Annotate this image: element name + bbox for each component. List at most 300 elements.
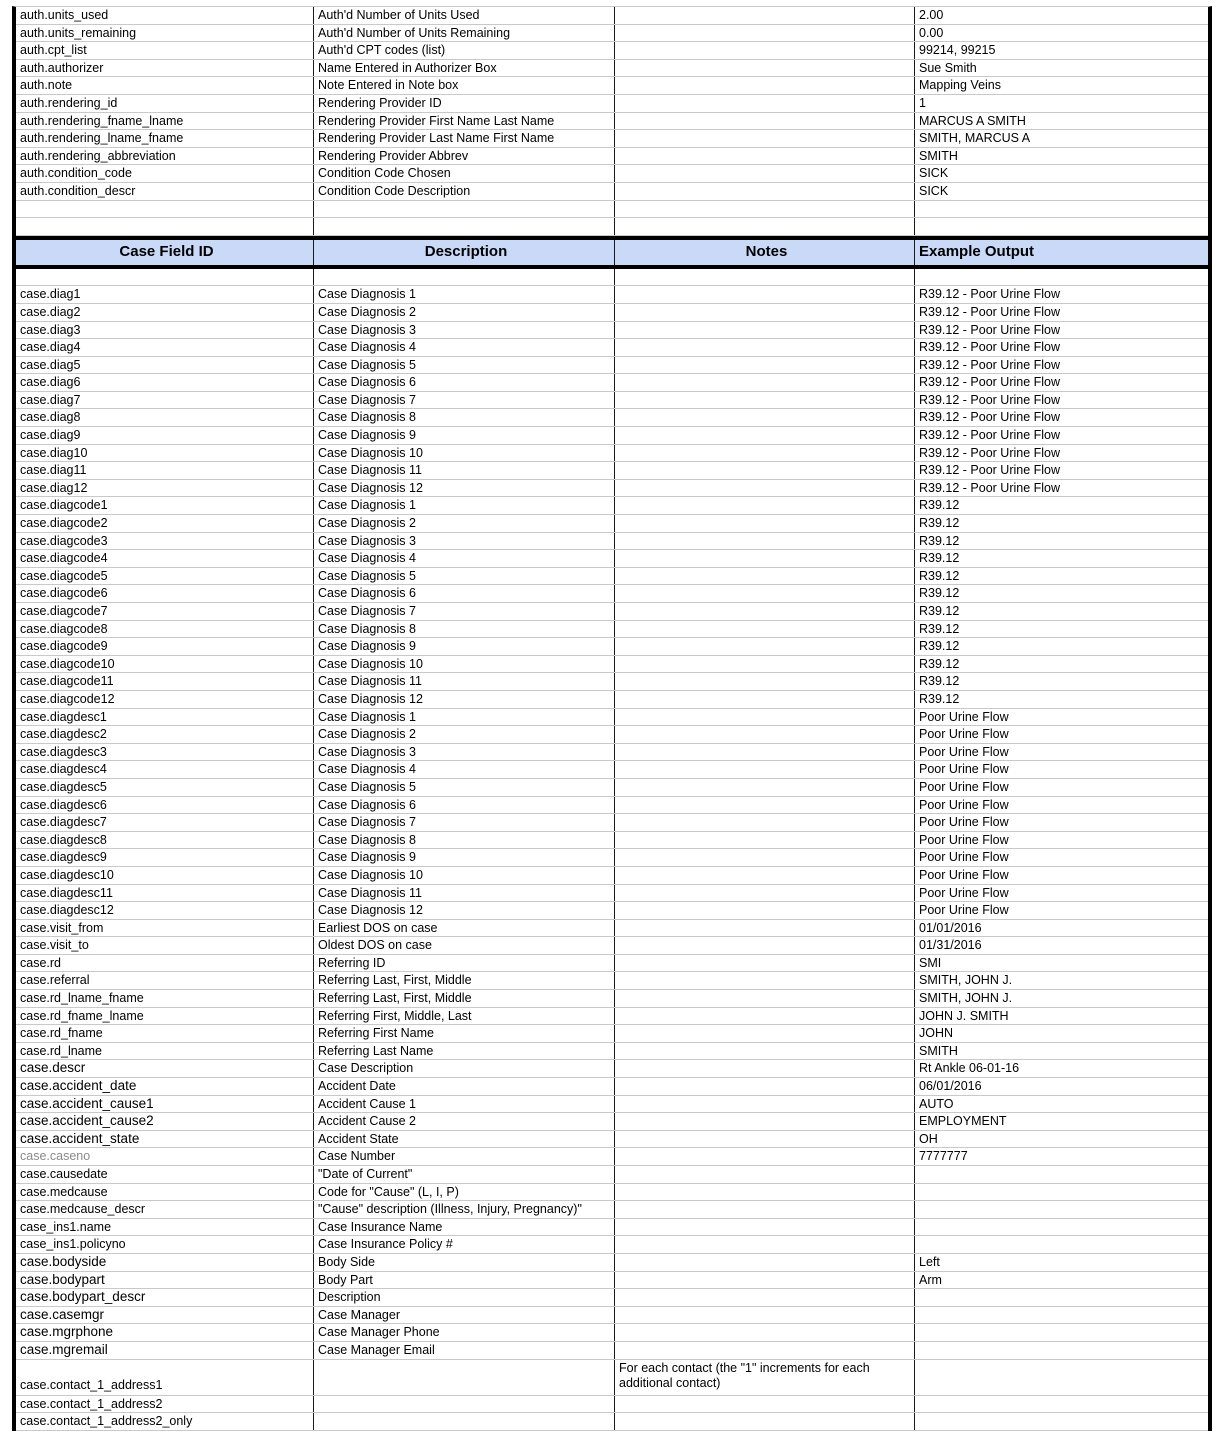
cell-example-output[interactable]: 01/01/2016 <box>919 920 982 935</box>
cell-example-output[interactable]: SICK <box>919 166 949 181</box>
cell-notes[interactable] <box>615 1236 915 1253</box>
cell-example-output[interactable]: SICK <box>919 183 949 198</box>
cell-description[interactable]: Case Description <box>314 1060 615 1077</box>
cell-description[interactable]: Condition Code Chosen <box>314 165 615 182</box>
cell-example-output[interactable]: R39.12 <box>919 586 960 601</box>
cell-notes[interactable] <box>615 339 915 356</box>
cell-example-output[interactable]: Poor Urine Flow <box>919 850 1009 865</box>
cell-field-id[interactable]: case.bodypart <box>16 1272 314 1289</box>
cell-notes[interactable] <box>615 374 915 391</box>
cell-notes[interactable] <box>615 920 915 937</box>
cell-field-id[interactable]: case.rd_lname_fname <box>16 990 314 1007</box>
cell-notes[interactable] <box>615 497 915 514</box>
cell-description[interactable]: Rendering Provider First Name Last Name <box>314 113 615 130</box>
cell-example-output[interactable]: 99214, 99215 <box>919 43 996 58</box>
cell-field-id[interactable]: case.accident_date <box>16 1078 314 1095</box>
cell-field-id[interactable]: case.accident_state <box>16 1131 314 1148</box>
cell-description[interactable]: Referring Last, First, Middle <box>314 972 615 989</box>
cell-field-id[interactable]: case.mgrphone <box>16 1324 314 1341</box>
cell-field-id[interactable]: auth.units_used <box>16 7 314 24</box>
cell-example-output[interactable] <box>915 1413 1208 1430</box>
cell-notes[interactable] <box>615 744 915 761</box>
cell-field-id[interactable]: case.mgremail <box>16 1342 314 1359</box>
cell-field-id[interactable] <box>16 269 314 286</box>
cell-example-output[interactable] <box>915 1236 1208 1253</box>
cell-notes[interactable] <box>615 269 915 286</box>
cell-example-output[interactable]: Poor Urine Flow <box>919 709 1009 724</box>
cell-notes[interactable] <box>615 814 915 831</box>
cell-example-output[interactable]: R39.12 <box>919 568 960 583</box>
cell-field-id[interactable]: case.diag9 <box>16 427 314 444</box>
cell-notes[interactable] <box>615 603 915 620</box>
cell-notes[interactable] <box>615 1060 915 1077</box>
cell-description[interactable]: Case Diagnosis 1 <box>314 286 615 303</box>
cell-field-id[interactable]: case.rd_fname <box>16 1025 314 1042</box>
cell-description[interactable]: Case Diagnosis 10 <box>314 445 615 462</box>
cell-example-output[interactable]: JOHN <box>919 1026 954 1041</box>
cell-example-output[interactable]: SMITH, MARCUS A <box>919 131 1031 146</box>
cell-notes[interactable] <box>615 77 915 94</box>
cell-description[interactable]: Case Diagnosis 1 <box>314 709 615 726</box>
cell-notes[interactable] <box>615 585 915 602</box>
cell-notes[interactable] <box>615 972 915 989</box>
cell-description[interactable]: Note Entered in Note box <box>314 77 615 94</box>
cell-notes[interactable] <box>615 797 915 814</box>
cell-notes[interactable] <box>615 550 915 567</box>
cell-description[interactable]: Oldest DOS on case <box>314 937 615 954</box>
cell-field-id[interactable]: case.accident_cause2 <box>16 1113 314 1130</box>
cell-notes[interactable] <box>615 392 915 409</box>
cell-field-id[interactable]: case.diag12 <box>16 480 314 497</box>
cell-field-id[interactable]: case.diagcode3 <box>16 533 314 550</box>
cell-field-id[interactable]: auth.units_remaining <box>16 25 314 42</box>
cell-notes[interactable] <box>615 885 915 902</box>
cell-notes[interactable] <box>615 1113 915 1130</box>
cell-description[interactable]: Case Diagnosis 5 <box>314 357 615 374</box>
cell-description[interactable]: Case Manager Phone <box>314 1324 615 1341</box>
cell-description[interactable]: Accident State <box>314 1131 615 1148</box>
cell-field-id[interactable]: case.diag11 <box>16 462 314 479</box>
cell-example-output[interactable] <box>915 269 1208 286</box>
cell-description[interactable]: Case Diagnosis 4 <box>314 550 615 567</box>
cell-notes[interactable] <box>615 1043 915 1060</box>
cell-field-id[interactable]: case.diagdesc2 <box>16 726 314 743</box>
cell-field-id[interactable]: case.diagdesc10 <box>16 867 314 884</box>
cell-example-output[interactable]: R39.12 - Poor Urine Flow <box>919 340 1061 355</box>
cell-notes[interactable] <box>615 286 915 303</box>
cell-example-output[interactable]: OH <box>919 1131 938 1146</box>
cell-field-id[interactable]: case.descr <box>16 1060 314 1077</box>
cell-example-output[interactable]: R39.12 - Poor Urine Flow <box>919 463 1061 478</box>
cell-field-id[interactable]: auth.rendering_lname_fname <box>16 130 314 147</box>
cell-example-output[interactable]: R39.12 - Poor Urine Flow <box>919 287 1061 302</box>
cell-notes[interactable] <box>615 1201 915 1218</box>
cell-description[interactable]: Body Side <box>314 1254 615 1271</box>
cell-example-output[interactable]: Mapping Veins <box>919 78 1002 93</box>
cell-notes[interactable] <box>615 25 915 42</box>
cell-description[interactable]: Accident Date <box>314 1078 615 1095</box>
cell-field-id[interactable]: case.diag5 <box>16 357 314 374</box>
cell-description[interactable]: Case Diagnosis 6 <box>314 585 615 602</box>
cell-notes[interactable] <box>615 1008 915 1025</box>
cell-description[interactable] <box>314 1396 615 1413</box>
cell-notes[interactable] <box>615 427 915 444</box>
cell-example-output[interactable] <box>915 1201 1208 1218</box>
cell-notes[interactable] <box>615 902 915 919</box>
cell-description[interactable]: Case Diagnosis 9 <box>314 638 615 655</box>
cell-description[interactable]: Case Diagnosis 4 <box>314 761 615 778</box>
cell-field-id[interactable]: auth.authorizer <box>16 60 314 77</box>
cell-description[interactable]: Case Diagnosis 9 <box>314 849 615 866</box>
cell-example-output[interactable]: R39.12 - Poor Urine Flow <box>919 375 1061 390</box>
cell-field-id[interactable]: case.diag7 <box>16 392 314 409</box>
cell-field-id[interactable]: auth.rendering_id <box>16 95 314 112</box>
cell-example-output[interactable]: SMI <box>919 955 942 970</box>
cell-field-id[interactable]: auth.note <box>16 77 314 94</box>
cell-example-output[interactable]: 1 <box>919 95 926 110</box>
cell-example-output[interactable]: R39.12 <box>919 604 960 618</box>
cell-example-output[interactable] <box>915 1166 1208 1183</box>
cell-notes[interactable] <box>615 638 915 655</box>
cell-example-output[interactable]: AUTO <box>919 1096 954 1111</box>
cell-notes[interactable] <box>615 709 915 726</box>
cell-notes[interactable] <box>615 409 915 426</box>
cell-example-output[interactable]: JOHN J. SMITH <box>919 1008 1009 1023</box>
cell-field-id[interactable]: case.diag2 <box>16 304 314 321</box>
cell-example-output[interactable]: R39.12 - Poor Urine Flow <box>919 304 1061 319</box>
cell-example-output[interactable] <box>915 1324 1208 1341</box>
cell-description[interactable]: Auth'd Number of Units Remaining <box>314 25 615 42</box>
cell-example-output[interactable]: SMITH, JOHN J. <box>919 991 1013 1006</box>
cell-description[interactable]: Accident Cause 1 <box>314 1096 615 1113</box>
cell-description[interactable]: Case Diagnosis 3 <box>314 533 615 550</box>
cell-field-id[interactable]: case.bodyside <box>16 1254 314 1271</box>
cell-example-output[interactable]: R39.12 <box>919 621 960 636</box>
cell-field-id[interactable]: case.diagcode7 <box>16 603 314 620</box>
cell-notes[interactable] <box>615 1219 915 1236</box>
cell-notes[interactable]: For each contact (the "1" increments for each additional contact) <box>615 1360 915 1395</box>
cell-example-output[interactable]: SMITH <box>919 148 958 163</box>
cell-field-id[interactable] <box>16 218 314 235</box>
cell-example-output[interactable] <box>915 1289 1208 1306</box>
cell-description[interactable]: Referring First, Middle, Last <box>314 1008 615 1025</box>
cell-example-output[interactable]: R39.12 <box>919 498 960 513</box>
cell-field-id[interactable]: case.diagcode2 <box>16 515 314 532</box>
cell-field-id[interactable]: case.contact_1_address2_only <box>16 1413 314 1430</box>
cell-field-id[interactable]: case.diagcode4 <box>16 550 314 567</box>
cell-description[interactable]: Case Diagnosis 12 <box>314 691 615 708</box>
cell-notes[interactable] <box>615 849 915 866</box>
cell-description[interactable]: Case Diagnosis 2 <box>314 304 615 321</box>
cell-example-output[interactable]: R39.12 <box>919 656 960 671</box>
cell-field-id[interactable]: case.diagcode1 <box>16 497 314 514</box>
cell-description[interactable]: Case Diagnosis 10 <box>314 656 615 673</box>
cell-field-id[interactable]: case.contact_1_address1 <box>16 1360 314 1395</box>
cell-description[interactable]: Case Diagnosis 5 <box>314 779 615 796</box>
cell-notes[interactable] <box>615 201 915 218</box>
cell-example-output[interactable]: MARCUS A SMITH <box>919 113 1026 128</box>
cell-description[interactable]: Case Diagnosis 3 <box>314 322 615 339</box>
cell-notes[interactable] <box>615 1131 915 1148</box>
cell-field-id[interactable]: case.diagdesc6 <box>16 797 314 814</box>
cell-notes[interactable] <box>615 42 915 59</box>
cell-example-output[interactable]: Poor Urine Flow <box>919 797 1009 812</box>
cell-description[interactable]: Earliest DOS on case <box>314 920 615 937</box>
cell-field-id[interactable]: case.diagcode9 <box>16 638 314 655</box>
cell-notes[interactable] <box>615 1096 915 1113</box>
cell-example-output[interactable]: Poor Urine Flow <box>919 727 1009 742</box>
cell-notes[interactable] <box>615 304 915 321</box>
cell-description[interactable]: Code for "Cause" (L, I, P) <box>314 1184 615 1201</box>
cell-example-output[interactable] <box>915 201 1208 218</box>
cell-example-output[interactable]: 2.00 <box>919 8 944 22</box>
cell-description[interactable]: Condition Code Description <box>314 183 615 200</box>
cell-notes[interactable] <box>615 445 915 462</box>
cell-example-output[interactable] <box>915 218 1208 235</box>
cell-field-id[interactable]: case.accident_cause1 <box>16 1096 314 1113</box>
cell-example-output[interactable]: 06/01/2016 <box>919 1079 982 1094</box>
cell-description[interactable]: Case Diagnosis 2 <box>314 515 615 532</box>
cell-field-id[interactable]: case.diagcode12 <box>16 691 314 708</box>
cell-field-id[interactable]: auth.rendering_abbreviation <box>16 148 314 165</box>
cell-notes[interactable] <box>615 95 915 112</box>
cell-field-id[interactable]: case.diagdesc12 <box>16 902 314 919</box>
cell-notes[interactable] <box>615 621 915 638</box>
cell-example-output[interactable]: Poor Urine Flow <box>919 867 1009 882</box>
cell-description[interactable]: Rendering Provider Last Name First Name <box>314 130 615 147</box>
cell-field-id[interactable]: case.casemgr <box>16 1307 314 1324</box>
cell-description[interactable]: Referring First Name <box>314 1025 615 1042</box>
cell-description[interactable]: Auth'd CPT codes (list) <box>314 42 615 59</box>
header-case-field-id[interactable]: Case Field ID <box>16 240 314 265</box>
cell-description[interactable]: Case Diagnosis 3 <box>314 744 615 761</box>
cell-notes[interactable] <box>615 357 915 374</box>
cell-notes[interactable] <box>615 7 915 24</box>
cell-notes[interactable] <box>615 673 915 690</box>
cell-notes[interactable] <box>615 462 915 479</box>
cell-description[interactable]: Case Diagnosis 12 <box>314 902 615 919</box>
cell-notes[interactable] <box>615 533 915 550</box>
cell-description[interactable]: Case Diagnosis 10 <box>314 867 615 884</box>
cell-description[interactable] <box>314 269 615 286</box>
cell-example-output[interactable]: R39.12 - Poor Urine Flow <box>919 322 1061 337</box>
cell-description[interactable]: Case Diagnosis 7 <box>314 392 615 409</box>
cell-field-id[interactable]: auth.rendering_fname_lname <box>16 113 314 130</box>
cell-description[interactable]: Case Number <box>314 1148 615 1165</box>
cell-notes[interactable] <box>615 1272 915 1289</box>
cell-example-output[interactable]: R39.12 <box>919 533 960 548</box>
cell-example-output[interactable]: Poor Urine Flow <box>919 744 1009 759</box>
cell-field-id[interactable]: auth.condition_code <box>16 165 314 182</box>
cell-notes[interactable] <box>615 832 915 849</box>
cell-notes[interactable] <box>615 1166 915 1183</box>
cell-description[interactable]: Case Diagnosis 12 <box>314 480 615 497</box>
cell-field-id[interactable]: case.diagcode10 <box>16 656 314 673</box>
cell-description[interactable]: Case Diagnosis 11 <box>314 885 615 902</box>
cell-description[interactable]: Case Diagnosis 11 <box>314 462 615 479</box>
cell-description[interactable]: Case Diagnosis 8 <box>314 832 615 849</box>
cell-description[interactable]: Case Diagnosis 8 <box>314 409 615 426</box>
cell-field-id[interactable]: case.diag3 <box>16 322 314 339</box>
cell-notes[interactable] <box>615 113 915 130</box>
cell-description[interactable]: Case Diagnosis 7 <box>314 814 615 831</box>
cell-notes[interactable] <box>615 937 915 954</box>
cell-example-output[interactable]: Arm <box>919 1272 942 1287</box>
cell-description[interactable]: Description <box>314 1289 615 1306</box>
cell-example-output[interactable]: R39.12 <box>919 551 960 566</box>
cell-notes[interactable] <box>615 1324 915 1341</box>
cell-example-output[interactable]: R39.12 - Poor Urine Flow <box>919 357 1061 372</box>
cell-field-id[interactable]: case.caseno <box>16 1148 314 1165</box>
cell-description[interactable]: Name Entered in Authorizer Box <box>314 60 615 77</box>
cell-description[interactable]: Accident Cause 2 <box>314 1113 615 1130</box>
cell-notes[interactable] <box>615 867 915 884</box>
cell-notes[interactable] <box>615 761 915 778</box>
header-example-output[interactable]: Example Output <box>919 242 1035 260</box>
cell-field-id[interactable]: case.medcause_descr <box>16 1201 314 1218</box>
cell-field-id[interactable]: case.contact_1_address2 <box>16 1396 314 1413</box>
cell-description[interactable]: Auth'd Number of Units Used <box>314 7 615 24</box>
cell-example-output[interactable]: R39.12 - Poor Urine Flow <box>919 480 1061 495</box>
cell-field-id[interactable]: case.diag6 <box>16 374 314 391</box>
cell-notes[interactable] <box>615 218 915 235</box>
cell-field-id[interactable]: case_ins1.name <box>16 1219 314 1236</box>
cell-field-id[interactable]: case.diagcode5 <box>16 568 314 585</box>
cell-example-output[interactable]: SMITH, JOHN J. <box>919 973 1013 988</box>
cell-description[interactable] <box>314 218 615 235</box>
cell-example-output[interactable]: R39.12 - Poor Urine Flow <box>919 428 1061 443</box>
cell-field-id[interactable]: case.referral <box>16 972 314 989</box>
header-notes[interactable]: Notes <box>615 240 915 265</box>
cell-description[interactable]: Case Diagnosis 1 <box>314 497 615 514</box>
cell-description[interactable] <box>314 1360 615 1395</box>
cell-notes[interactable] <box>615 1307 915 1324</box>
cell-example-output[interactable]: EMPLOYMENT <box>919 1114 1007 1129</box>
cell-notes[interactable] <box>615 1184 915 1201</box>
cell-description[interactable]: Case Diagnosis 11 <box>314 673 615 690</box>
cell-field-id[interactable]: case.diagdesc1 <box>16 709 314 726</box>
cell-notes[interactable] <box>615 779 915 796</box>
cell-notes[interactable] <box>615 515 915 532</box>
cell-example-output[interactable]: R39.12 - Poor Urine Flow <box>919 392 1061 407</box>
cell-field-id[interactable]: case.bodypart_descr <box>16 1289 314 1306</box>
cell-example-output[interactable]: 7777777 <box>919 1149 968 1164</box>
cell-example-output[interactable]: Poor Urine Flow <box>919 832 1009 847</box>
cell-example-output[interactable] <box>915 1219 1208 1236</box>
cell-field-id[interactable]: case_ins1.policyno <box>16 1236 314 1253</box>
cell-example-output[interactable]: Rt Ankle 06-01-16 <box>919 1061 1020 1076</box>
cell-description[interactable]: Referring Last Name <box>314 1043 615 1060</box>
cell-field-id[interactable]: case.diagdesc7 <box>16 814 314 831</box>
cell-notes[interactable] <box>615 1289 915 1306</box>
cell-field-id[interactable]: case.diagdesc9 <box>16 849 314 866</box>
cell-example-output[interactable]: Poor Urine Flow <box>919 903 1009 918</box>
cell-description[interactable]: Case Diagnosis 6 <box>314 374 615 391</box>
cell-field-id[interactable] <box>16 201 314 218</box>
cell-notes[interactable] <box>615 568 915 585</box>
cell-field-id[interactable]: case.diagdesc5 <box>16 779 314 796</box>
cell-notes[interactable] <box>615 656 915 673</box>
cell-example-output[interactable]: Left <box>919 1254 940 1269</box>
cell-notes[interactable] <box>615 480 915 497</box>
cell-notes[interactable] <box>615 183 915 200</box>
cell-description[interactable] <box>314 201 615 218</box>
cell-description[interactable]: Case Diagnosis 6 <box>314 797 615 814</box>
cell-example-output[interactable]: Sue Smith <box>919 60 977 75</box>
cell-field-id[interactable]: case.diagdesc8 <box>16 832 314 849</box>
cell-field-id[interactable]: case.diagdesc3 <box>16 744 314 761</box>
cell-field-id[interactable]: auth.condition_descr <box>16 183 314 200</box>
cell-field-id[interactable]: case.visit_from <box>16 920 314 937</box>
cell-notes[interactable] <box>615 60 915 77</box>
cell-notes[interactable] <box>615 1396 915 1413</box>
cell-example-output[interactable] <box>915 1342 1208 1359</box>
cell-field-id[interactable]: case.visit_to <box>16 937 314 954</box>
cell-example-output[interactable]: 0.00 <box>919 25 944 40</box>
cell-description[interactable]: "Date of Current" <box>314 1166 615 1183</box>
cell-field-id[interactable]: case.diagcode6 <box>16 585 314 602</box>
cell-description[interactable]: Referring ID <box>314 955 615 972</box>
cell-example-output[interactable] <box>915 1396 1208 1413</box>
cell-description[interactable]: Case Insurance Name <box>314 1219 615 1236</box>
cell-notes[interactable] <box>615 130 915 147</box>
cell-example-output[interactable]: R39.12 <box>919 639 960 654</box>
cell-notes[interactable] <box>615 1342 915 1359</box>
cell-description[interactable]: Case Diagnosis 2 <box>314 726 615 743</box>
cell-example-output[interactable]: SMITH <box>919 1043 958 1058</box>
cell-example-output[interactable]: R39.12 <box>919 691 960 706</box>
cell-field-id[interactable]: case.rd_fname_lname <box>16 1008 314 1025</box>
cell-notes[interactable] <box>615 148 915 165</box>
cell-description[interactable]: Rendering Provider Abbrev <box>314 148 615 165</box>
cell-field-id[interactable]: case.medcause <box>16 1184 314 1201</box>
header-description[interactable]: Description <box>314 240 615 265</box>
cell-example-output[interactable]: Poor Urine Flow <box>919 885 1009 900</box>
cell-example-output[interactable]: Poor Urine Flow <box>919 762 1009 777</box>
cell-field-id[interactable]: case.rd <box>16 955 314 972</box>
cell-example-output[interactable]: Poor Urine Flow <box>919 815 1009 830</box>
cell-description[interactable]: Body Part <box>314 1272 615 1289</box>
cell-description[interactable]: Case Manager Email <box>314 1342 615 1359</box>
cell-notes[interactable] <box>615 1078 915 1095</box>
cell-example-output[interactable] <box>915 1184 1208 1201</box>
cell-example-output[interactable]: R39.12 - Poor Urine Flow <box>919 410 1061 425</box>
cell-description[interactable]: Case Diagnosis 7 <box>314 603 615 620</box>
cell-description[interactable]: Case Diagnosis 9 <box>314 427 615 444</box>
cell-description[interactable]: Rendering Provider ID <box>314 95 615 112</box>
cell-notes[interactable] <box>615 1148 915 1165</box>
cell-field-id[interactable]: case.diagdesc4 <box>16 761 314 778</box>
cell-notes[interactable] <box>615 955 915 972</box>
cell-field-id[interactable]: case.causedate <box>16 1166 314 1183</box>
cell-notes[interactable] <box>615 691 915 708</box>
cell-example-output[interactable]: R39.12 <box>919 674 960 689</box>
cell-example-output[interactable] <box>915 1360 1208 1395</box>
cell-description[interactable]: Case Diagnosis 8 <box>314 621 615 638</box>
cell-notes[interactable] <box>615 1413 915 1430</box>
cell-field-id[interactable]: auth.cpt_list <box>16 42 314 59</box>
cell-field-id[interactable]: case.rd_lname <box>16 1043 314 1060</box>
cell-example-output[interactable]: Poor Urine Flow <box>919 779 1009 794</box>
cell-notes[interactable] <box>615 322 915 339</box>
cell-field-id[interactable]: case.diag1 <box>16 286 314 303</box>
cell-field-id[interactable]: case.diagcode11 <box>16 673 314 690</box>
cell-field-id[interactable]: case.diagdesc11 <box>16 885 314 902</box>
cell-field-id[interactable]: case.diag8 <box>16 409 314 426</box>
cell-description[interactable]: Case Diagnosis 4 <box>314 339 615 356</box>
cell-field-id[interactable]: case.diag4 <box>16 339 314 356</box>
cell-example-output[interactable] <box>915 1307 1208 1324</box>
